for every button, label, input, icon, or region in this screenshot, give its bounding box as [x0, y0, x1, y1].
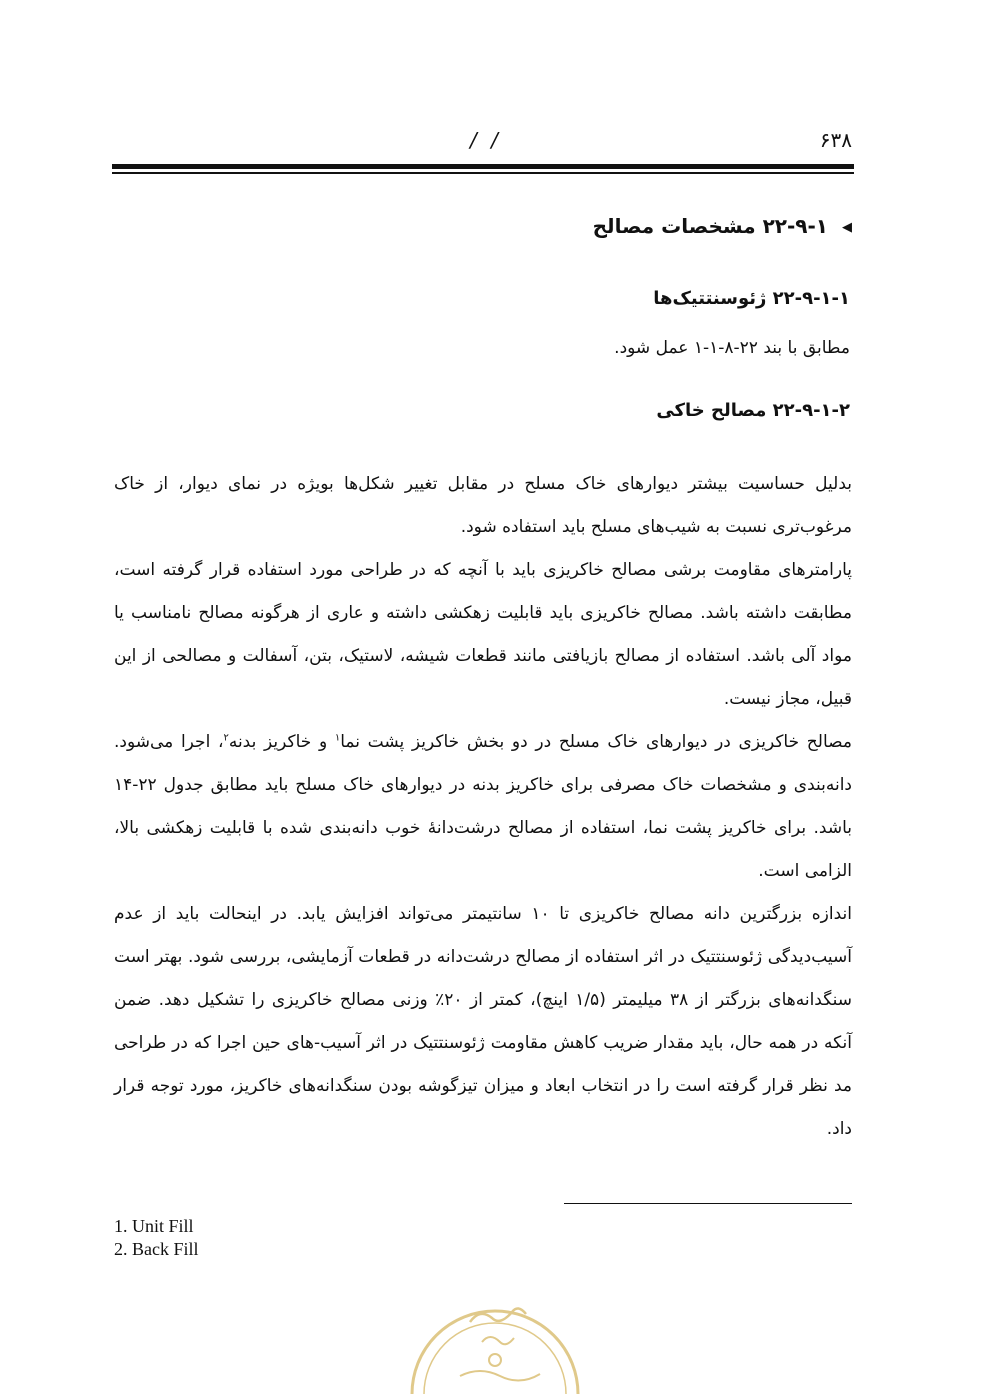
- subsection-heading-soil-materials: ۲۲-۹-۱-۲ مصالح خاکی: [656, 400, 850, 421]
- footnote-divider: [564, 1203, 852, 1204]
- footnote-2: 2. Back Fill: [114, 1239, 199, 1259]
- footnote-ref-2: ۲: [223, 732, 229, 744]
- footnote-ref-1: ۱: [334, 732, 341, 744]
- paragraph-3-part-2: و خاکریز بدنه: [228, 732, 335, 752]
- paragraph-3: [114, 721, 852, 893]
- header-mark: / /: [470, 128, 502, 152]
- page-number: ۶۳۸: [819, 128, 852, 152]
- publisher-logo-watermark: [400, 1284, 590, 1394]
- subsection-heading-geosynthetics: ۲۲-۹-۱-۱ ژئوسنتتیک‌ها: [653, 288, 850, 309]
- section-title: ۲۲-۹-۱ مشخصات مصالح: [592, 214, 828, 238]
- header-rule-thick: [112, 164, 854, 169]
- paragraph-3-part-1: مصالح خاکریزی در دیوارهای خاک مسلح در دو بخش خاکریز پشت نما: [340, 732, 852, 752]
- subsection-text-geosynthetics: مطابق با بند ۲۲-۸-۱-۱ عمل شود.: [614, 338, 850, 358]
- section-heading: [593, 214, 852, 238]
- triangle-bullet-icon: ◀: [842, 220, 852, 235]
- header-rule-thin: [112, 172, 854, 174]
- footnote-1: 1. Unit Fill: [114, 1216, 194, 1236]
- paragraph-3-part-3: ، اجرا می‌شود. دانه‌بندی و مشخصات خاک مصرفی برای خاکریز بدنه در دیوارهای خاک مسلح باید مطابق جدول ۲۲-۱۴ باشد. برای خاکریز پشت نما، استفاده از مصالح درشت‌دانهٔ خوب دانه‌بندی شده با قابلیت زهکشی بالا، الزامی است.: [114, 732, 852, 881]
- paragraph-1: بدلیل حساسیت بیشتر دیوارهای خاک مسلح در مقابل تغییر شکل‌ها بویژه در نمای دیوار، از خاک مرغوب‌تری نسبت به شیب‌های مسلح باید استفاده شود.: [114, 474, 852, 537]
- paragraph-2: پارامترهای مقاومت برشی مصالح خاکریزی باید با آنچه که در طراحی مورد استفاده قرار گرفته است، مطابقت داشته باشد. مصالح خاکریزی باید قابلیت زهکشی داشته و عاری از هرگونه مصالح نامناسب یا مواد آلی باشد. استفاده از مصالح بازیافتی مانند قطعات شیشه، لاستیک، بتن، آسفالت و مصالحی از این قبیل، مجاز نیست.: [114, 560, 852, 709]
- paragraph-4: اندازه بزرگترین دانه مصالح خاکریزی تا ۱۰ سانتیمتر می‌تواند افزایش یابد. در اینحالت باید از عدم آسیب‌دیدگی ژئوسنتتیک در اثر استفاده از مصالح درشت‌دانه در قطعات آزمایشی، بررسی شود. بهتر است سنگدانه‌های بزرگتر از ۳۸ میلیمتر (۱/۵ اینچ)، کمتر از ۲۰٪ وزنی مصالح خاکریزی را تشکیل دهد. ضمن آنکه در همه حال، باید مقدار ضریب کاهش مقاومت ژئوسنتتیک در اثر آسیب-های حین اجرا که در طراحی مد نظر قرار گرفته است را در انتخاب ابعاد و میزان تیزگوشه بودن سنگدانه‌های خاکریز، مورد توجه قرار داد.: [114, 904, 852, 1139]
